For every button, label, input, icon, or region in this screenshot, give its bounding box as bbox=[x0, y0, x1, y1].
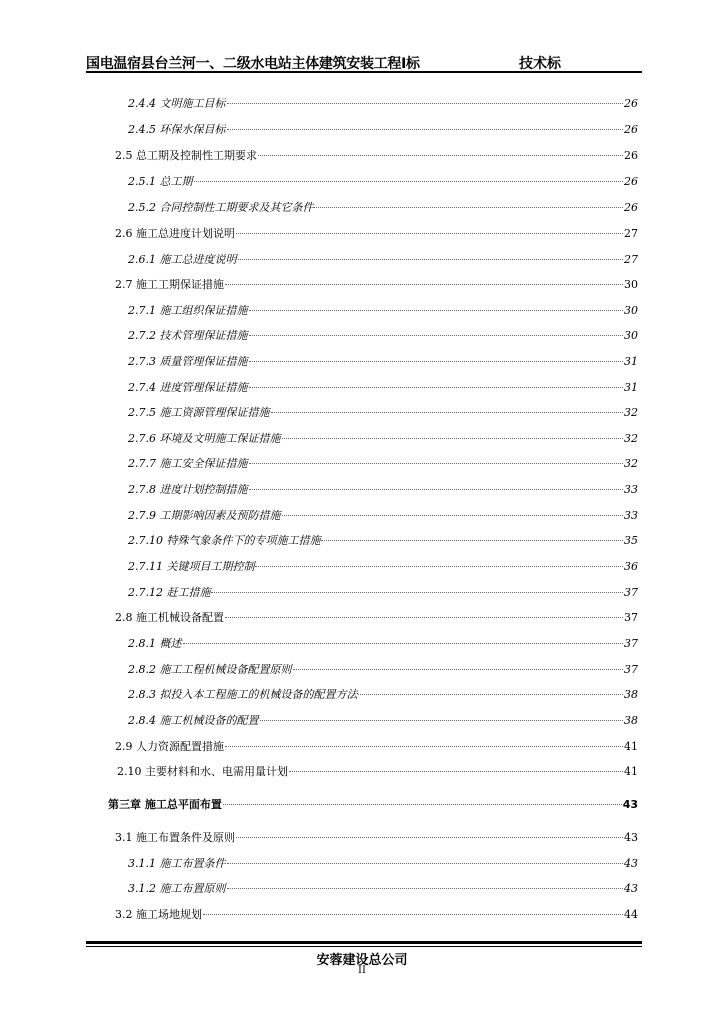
toc-entry[interactable] bbox=[128, 405, 638, 421]
document-title: 国电温宿县台兰河一、二级水电站主体建筑安装工程Ⅰ标 bbox=[86, 56, 420, 72]
toc-entry[interactable] bbox=[128, 328, 638, 344]
toc-entry-title: 2.7.10 特殊气象条件下的专项施工措施 bbox=[128, 534, 321, 547]
toc-entry-title: 2.8.3 拟投入本工程施工的机械设备的配置方法 bbox=[128, 688, 358, 701]
toc-entry[interactable] bbox=[128, 252, 638, 268]
toc-entry[interactable] bbox=[128, 456, 638, 472]
toc-entry[interactable] bbox=[128, 96, 638, 112]
toc-entry[interactable] bbox=[128, 636, 638, 652]
toc-entry[interactable] bbox=[128, 533, 638, 549]
toc-page-number: 43 bbox=[624, 831, 638, 844]
toc-dot-leader bbox=[260, 720, 624, 721]
toc-entry-title: 2.8.2 施工工程机械设备配置原则 bbox=[128, 663, 292, 676]
toc-dot-leader bbox=[289, 771, 623, 772]
toc-page-number: 41 bbox=[624, 740, 638, 753]
toc-page-number: 27 bbox=[624, 253, 638, 266]
toc-dot-leader bbox=[358, 694, 623, 695]
toc-entry[interactable] bbox=[128, 431, 638, 447]
toc-dot-leader bbox=[225, 284, 623, 285]
toc-entry[interactable] bbox=[128, 200, 638, 216]
toc-dot-leader bbox=[314, 207, 623, 208]
toc-entry-title: 2.8.1 概述 bbox=[128, 637, 182, 650]
toc-entry[interactable] bbox=[128, 174, 638, 190]
toc-dot-leader bbox=[183, 643, 624, 644]
toc-entry[interactable] bbox=[128, 662, 638, 678]
toc-entry-title: 2.10 主要材料和水、电需用量计划 bbox=[117, 765, 288, 778]
toc-entry[interactable] bbox=[128, 881, 638, 897]
toc-entry-title: 2.7.12 赶工措施 bbox=[128, 586, 211, 599]
toc-page-number: 36 bbox=[624, 560, 638, 573]
toc-entry[interactable] bbox=[128, 354, 638, 370]
toc-entry[interactable] bbox=[128, 585, 638, 601]
toc-page-number: 33 bbox=[624, 483, 638, 496]
toc-entry[interactable] bbox=[128, 687, 638, 703]
toc-page-number: 27 bbox=[624, 227, 638, 240]
toc-entry-title: 2.7.8 进度计划控制措施 bbox=[128, 483, 248, 496]
toc-page-number: 37 bbox=[624, 663, 638, 676]
toc-entry-title: 2.7 施工工期保证措施 bbox=[115, 278, 224, 291]
toc-entry-title: 2.7.11 关键项目工期控制 bbox=[128, 560, 255, 573]
toc-entry-title: 2.7.1 施工组织保证措施 bbox=[128, 304, 248, 317]
toc-entry-title: 3.1.1 施工布置条件 bbox=[128, 857, 226, 870]
toc-entry-title: 3.2 施工场地规划 bbox=[115, 908, 202, 921]
toc-entry[interactable] bbox=[128, 122, 638, 138]
toc-page-number: 43 bbox=[624, 857, 638, 870]
toc-page-number: 26 bbox=[624, 123, 638, 136]
toc-entry-title: 2.7.9 工期影响因素及预防措施 bbox=[128, 509, 281, 522]
toc-dot-leader bbox=[282, 438, 624, 439]
toc-dot-leader bbox=[227, 103, 624, 104]
toc-entry-title: 2.8.4 施工机械设备的配置 bbox=[128, 714, 259, 727]
toc-entry[interactable] bbox=[117, 764, 638, 780]
toc-page-number: 41 bbox=[624, 765, 638, 778]
toc-page-number: 37 bbox=[624, 586, 638, 599]
toc-entry-title: 2.5.2 合同控制性工期要求及其它条件 bbox=[128, 201, 314, 214]
toc-dot-leader bbox=[203, 914, 623, 915]
toc-dot-leader bbox=[236, 837, 623, 838]
toc-entry-title: 2.7.4 进度管理保证措施 bbox=[128, 381, 248, 394]
toc-entry-title: 2.5 总工期及控制性工期要求 bbox=[115, 149, 257, 162]
toc-dot-leader bbox=[293, 669, 624, 670]
toc-entry-title: 2.6 施工总进度计划说明 bbox=[115, 227, 235, 240]
toc-dot-leader bbox=[255, 566, 623, 567]
toc-dot-leader bbox=[249, 310, 624, 311]
toc-dot-leader bbox=[194, 181, 624, 182]
toc-entry[interactable] bbox=[115, 148, 638, 164]
toc-dot-leader bbox=[227, 888, 624, 889]
toc-page-number: 43 bbox=[622, 798, 638, 811]
toc-dot-leader bbox=[225, 746, 623, 747]
toc-entry[interactable] bbox=[128, 303, 638, 319]
toc-entry[interactable] bbox=[115, 610, 638, 626]
toc-entry[interactable] bbox=[128, 508, 638, 524]
footer-company: 安蓉建设总公司 bbox=[316, 953, 408, 968]
toc-dot-leader bbox=[223, 804, 622, 805]
toc-dot-leader bbox=[227, 129, 624, 130]
toc-page-number: 31 bbox=[624, 381, 638, 394]
toc-page-number: 35 bbox=[624, 534, 638, 547]
toc-entry[interactable] bbox=[108, 797, 638, 813]
toc-entry-title: 第三章 施工总平面布置 bbox=[108, 798, 222, 811]
toc-page-number: 38 bbox=[624, 714, 638, 727]
toc-entry-title: 3.1.2 施工布置原则 bbox=[128, 882, 226, 895]
toc-dot-leader bbox=[236, 233, 623, 234]
toc-dot-leader bbox=[238, 259, 624, 260]
toc-page-number: 30 bbox=[624, 329, 638, 342]
toc-dot-leader bbox=[258, 155, 623, 156]
toc-entry-title: 2.8 施工机械设备配置 bbox=[115, 611, 224, 624]
toc-entry-title: 2.5.1 总工期 bbox=[128, 175, 193, 188]
toc-page-number: 37 bbox=[624, 637, 638, 650]
toc-page-number: 32 bbox=[624, 406, 638, 419]
toc-page-number: 26 bbox=[624, 149, 638, 162]
toc-dot-leader bbox=[211, 592, 623, 593]
toc-entry[interactable] bbox=[115, 226, 638, 242]
toc-dot-leader bbox=[249, 387, 624, 388]
toc-entry-title: 2.7.6 环境及文明施工保证措施 bbox=[128, 432, 281, 445]
toc-entry[interactable] bbox=[115, 907, 638, 923]
footer-page-number: II bbox=[358, 965, 366, 976]
toc-page-number: 26 bbox=[624, 175, 638, 188]
toc-entry-title: 2.9 人力资源配置措施 bbox=[115, 740, 224, 753]
toc-page-number: 32 bbox=[624, 432, 638, 445]
toc-entry-title: 2.7.2 技术管理保证措施 bbox=[128, 329, 248, 342]
toc-dot-leader bbox=[321, 540, 623, 541]
toc-page-number: 30 bbox=[624, 304, 638, 317]
toc-entry-title: 2.4.4 文明施工目标 bbox=[128, 97, 226, 110]
toc-entry[interactable] bbox=[128, 559, 638, 575]
toc-page-number: 37 bbox=[624, 611, 638, 624]
toc-dot-leader bbox=[227, 863, 624, 864]
toc-page-number: 43 bbox=[624, 882, 638, 895]
toc-entry[interactable] bbox=[128, 713, 638, 729]
toc-page-number: 26 bbox=[624, 97, 638, 110]
toc-entry-title: 2.7.5 施工资源管理保证措施 bbox=[128, 406, 270, 419]
toc-entry[interactable] bbox=[115, 739, 638, 755]
footer-divider-thin bbox=[86, 946, 642, 947]
toc-dot-leader bbox=[249, 335, 624, 336]
toc-page-number: 26 bbox=[624, 201, 638, 214]
toc-entry-title: 2.7.7 施工安全保证措施 bbox=[128, 457, 248, 470]
toc-page-number: 44 bbox=[624, 908, 638, 921]
toc-entry-title: 2.4.5 环保水保目标 bbox=[128, 123, 226, 136]
toc-entry[interactable] bbox=[115, 830, 638, 846]
toc-entry[interactable] bbox=[128, 482, 638, 498]
toc-dot-leader bbox=[249, 361, 624, 362]
toc-page-number: 31 bbox=[624, 355, 638, 368]
toc-dot-leader bbox=[249, 463, 624, 464]
toc-page-number: 38 bbox=[624, 688, 638, 701]
document-type-label: 技术标 bbox=[519, 56, 561, 72]
toc-entry-title: 3.1 施工布置条件及原则 bbox=[115, 831, 235, 844]
toc-entry[interactable] bbox=[115, 277, 638, 293]
toc-entry[interactable] bbox=[128, 380, 638, 396]
toc-page-number: 32 bbox=[624, 457, 638, 470]
footer-divider-thick bbox=[86, 941, 642, 944]
toc-page-number: 33 bbox=[624, 509, 638, 522]
toc-dot-leader bbox=[271, 412, 624, 413]
toc-dot-leader bbox=[225, 617, 623, 618]
toc-dot-leader bbox=[249, 489, 624, 490]
toc-dot-leader bbox=[282, 515, 624, 516]
toc-page-number: 30 bbox=[624, 278, 638, 291]
toc-entry-title: 2.7.3 质量管理保证措施 bbox=[128, 355, 248, 368]
toc-entry-title: 2.6.1 施工总进度说明 bbox=[128, 253, 237, 266]
toc-entry[interactable] bbox=[128, 856, 638, 872]
